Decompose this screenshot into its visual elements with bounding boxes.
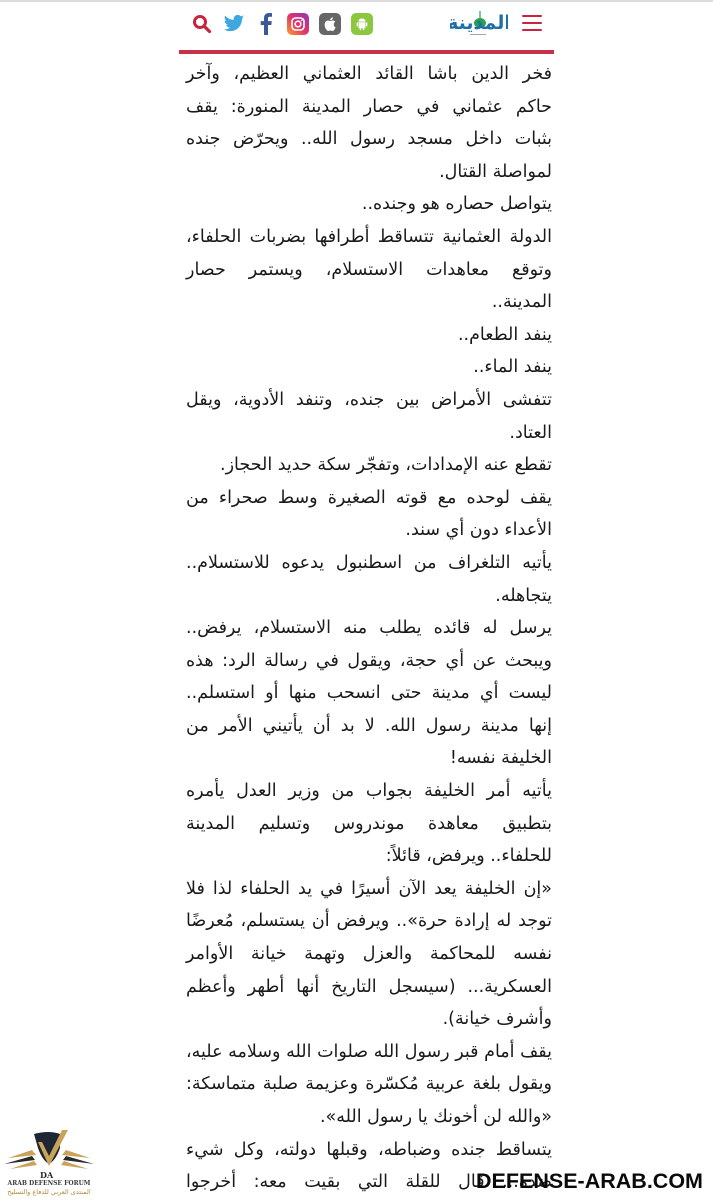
madina-logo-icon: [450, 6, 508, 38]
facebook-icon[interactable]: [255, 13, 277, 35]
article-line: يتجاهله.: [495, 585, 552, 606]
article-line: يرسل له قائده يطلب منه الاستسلام، يرفض..: [186, 618, 552, 639]
header-icons: [191, 12, 383, 36]
article-line: المدينة..: [491, 292, 552, 313]
article-line: «إن الخليفة يعد الآن أسيرًا في يد الحلفاء لذا فلا: [186, 878, 552, 899]
article-line: ضده... قال للقلة التي بقيت معه: أخرجوا: [186, 1172, 552, 1193]
apple-icon[interactable]: [319, 13, 341, 35]
article-line: «والله لن أخونك يا رسول الله».: [319, 1107, 552, 1127]
article-line: يقف أمام قبر رسول الله صلوات الله وسلامه عليه،: [186, 1041, 552, 1062]
article-line: بتطبيق معاهدة موندروس وتسليم المدينة: [186, 813, 552, 834]
arab-defense-forum-logo: [2, 1128, 96, 1200]
article-line: وأشرف خيانة).: [442, 1009, 552, 1030]
article-line: توجد له إرادة حرة».. ويرفض أن يستسلم، مُعرضًا: [186, 911, 552, 932]
article-line: يقف لوحده مع قوته الصغيرة وسط صحراء من: [186, 487, 552, 508]
article-line: العسكرية... (سيسجل التاريخ أنها أطهر وأعظم: [186, 976, 552, 997]
article-line: للحلفاء.. ويرفض، قائلاً:: [385, 846, 552, 867]
forum-badge: DA: [40, 1170, 54, 1180]
article-line: بثبات داخل مسجد رسول الله.. ويحرّض جنده: [186, 129, 552, 150]
article-line: الخليفة نفسه!: [449, 748, 552, 769]
article-line: الأعداء دون أي سند.: [405, 520, 552, 541]
article-line: حاكم عثماني في حصار المدينة المنورة: يقف: [186, 96, 552, 117]
site-logo[interactable]: [450, 6, 508, 38]
article-line: يتواصل حصاره هو وجنده..: [361, 194, 552, 215]
twitter-icon[interactable]: [223, 13, 245, 35]
article-line: يأتيه أمر الخليفة بجواب من وزير العدل يأمره: [186, 781, 552, 802]
search-icon[interactable]: [191, 13, 213, 35]
article-line: لمواصلة القتال.: [439, 161, 552, 182]
hamburger-menu-icon[interactable]: [522, 15, 542, 31]
forum-name-arabic: المنتدى العربي للدفاع والتسليح: [7, 1188, 91, 1196]
article-line: يتساقط جنده وضباطه، وقبلها دولته، وكل شيء: [186, 1139, 552, 1160]
header-divider: [179, 50, 554, 54]
article-line: ليست أي مدينة حتى انسحب منها أو استسلم..: [186, 683, 552, 704]
article-line: ويقول بلغة عربية مُكسّرة وعزيمة صلبة متماسكة:: [186, 1074, 552, 1095]
watermark-site: DEFENSE-ARAB.COM: [476, 1169, 703, 1193]
article-line: وتوقع معاهدات الاستسلام، ويستمر حصار: [186, 259, 552, 280]
article-line: الدولة العثمانية تتساقط أطرافها بضربات الحلفاء،: [186, 226, 552, 247]
article-line: العتاد.: [509, 422, 552, 443]
article-line: ويبحث عن أي حجة، ويقول في رسالة الرد: هذه: [186, 650, 552, 671]
article-body: [186, 58, 552, 1199]
article-line: يأتيه التلغراف من اسطنبول يدعوه للاستسلام..: [186, 552, 552, 573]
article-line: نفسه للمحاكمة والعزل وتهمة خيانة الأوامر: [186, 944, 552, 965]
article-line: تقطع عنه الإمدادات، وتفجّر سكة حديد الحجاز.: [220, 455, 552, 476]
instagram-icon[interactable]: [287, 13, 309, 35]
android-icon[interactable]: [351, 13, 373, 35]
article-line: إنها مدينة رسول الله. لا بد أن يأتيني الأمر من: [186, 715, 552, 736]
article-line: ينفد الماء..: [473, 357, 552, 378]
article-line: ينفد الطعام..: [457, 324, 552, 345]
site-header: [179, 2, 554, 48]
article-line: تتفشى الأمراض بين جنده، وتنفد الأدوية، ويقل: [186, 389, 552, 410]
svg-text:المدينة: المدينة: [450, 12, 508, 34]
article-line: فخر الدين باشا القائد العثماني العظيم، وآخر: [186, 64, 552, 84]
forum-name-english: ARAB DEFENSE FORUM: [7, 1180, 91, 1187]
